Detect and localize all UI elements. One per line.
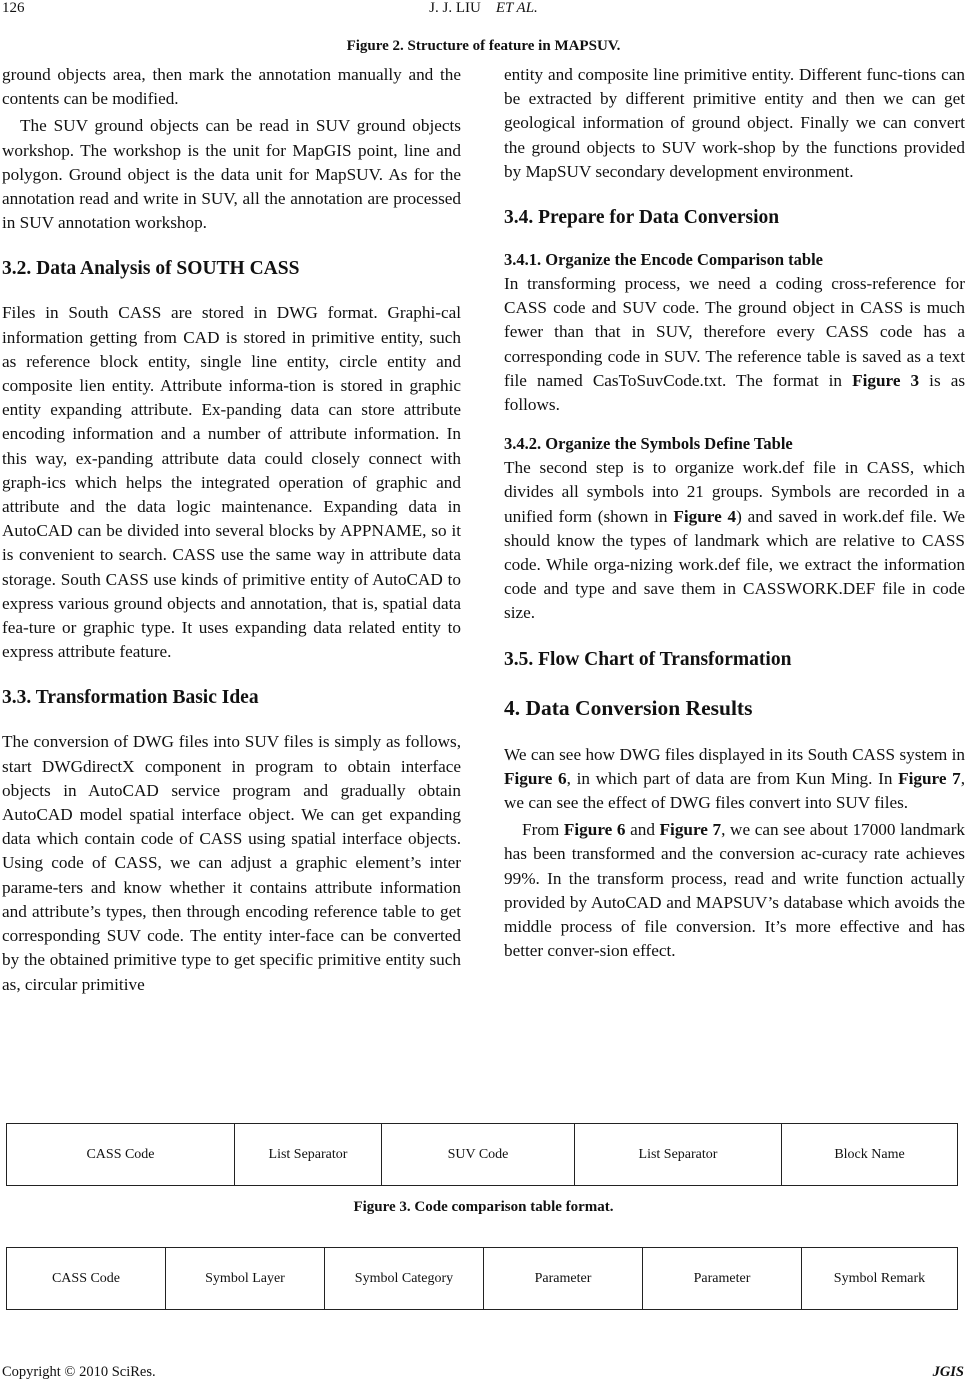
right-paragraph-4-text-a: We can see how DWG files displayed in its South CASS system in	[504, 744, 965, 764]
left-paragraph-3: Files in South CASS are stored in DWG format. Graphi-cal information getting from CAD is stored in primitive entity, such as reference block entity, single line entity, circle entity and composite lien entity. Attribute informa-tion is stored in graphic entity expanding attribute. Ex-panding data can store attribute encoding information and a number of attribute information. In this way, ex-panding attribute data could closely connect with graph-ics which helps the integrated operation of graphic and attribute and the data logic maintenance. Expanding data in AutoCAD can be divided into several blocks by APPNAME, so it is convenient to search. CASS use the same way in attribute data storage. South CASS use kinds of primitive entity of AutoCAD to express various ground objects and annotation, that is, spatial data fea-ture or graphic type. It uses expanding data related entity to express attribute feature.	[2, 303, 461, 662]
right-paragraph-2	[504, 272, 965, 417]
table-cell: Block Name	[782, 1124, 958, 1186]
figure-7-reference-2: Figure 7	[659, 820, 722, 840]
left-paragraph-1: ground objects area, then mark the annotation manually and the contents can be modified.	[2, 65, 461, 109]
code-comparison-table	[6, 1123, 958, 1186]
table-cell: List Separator	[235, 1124, 382, 1186]
subsection-heading-3-4-2: 3.4.2. Organize the Symbols Define Table	[504, 434, 793, 454]
right-paragraph-2-end: is as follows.	[504, 370, 966, 415]
right-paragraph-5-text-a: From	[522, 820, 564, 840]
figure-7-reference: Figure 7	[898, 768, 961, 788]
figure-6-reference: Figure 6	[504, 768, 567, 788]
table-row	[7, 1248, 958, 1310]
table-row	[7, 1124, 958, 1186]
table-cell: CASS Code	[7, 1248, 166, 1310]
figure-6-reference-2: Figure 6	[563, 820, 626, 840]
table-cell: CASS Code	[7, 1124, 235, 1186]
running-head-etal: ET AL.	[495, 0, 538, 16]
section-heading-3-4: 3.4. Prepare for Data Conversion	[504, 207, 780, 229]
table-cell: Symbol Category	[325, 1248, 484, 1310]
right-paragraph-1: entity and composite line primitive entity. Different func-tions can be extracted by different primitive entity and then we can get geological information of ground object. Finally we can convert the ground objects to SUV work-shop by the functions provided by MapSUV secondary development environment.	[504, 65, 965, 181]
footer-copyright: Copyright © 2010 SciRes.	[2, 1364, 156, 1380]
right-paragraph-3-text-b: ) and saved in work.def file. We should know the types of landmark which are relative to CASS code. While orga-nizing work.def file, we extract the information code and type and save them in CASSWORK.DEF file in code size.	[504, 506, 966, 623]
figure2-caption: Figure 2. Structure of feature in MAPSUV.	[346, 38, 621, 54]
subsection-heading-3-4-1: 3.4.1. Organize the Encode Comparison table	[504, 250, 823, 270]
page-number: 126	[2, 0, 25, 16]
running-head-authors: J. J. LIU	[429, 0, 481, 16]
figure-4-reference: Figure 4	[673, 506, 737, 526]
section-heading-3-3: 3.3. Transformation Basic Idea	[2, 687, 259, 709]
left-paragraph-4: The conversion of DWG files into SUV files is simply as follows, start DWGdirectX component in program to obtain interface objects in AutoCAD service program and gradually obtain AutoCAD model spatial interface object. We can get expanding data which contain code of CASS using spatial interface objects. Using code of CASS, we can adjust a graphic element’s inter parame-ters and know whether it contains attribute information and attribute’s types, then through encoding reference table to get corresponding SUV code. The entity inter-face can be converted by the obtained primitive type to get specific primitive entity such as, circular primitive	[2, 732, 461, 994]
left-paragraph-2: The SUV ground objects can be read in SUV ground objects workshop. The workshop is the unit for MapGIS point, line and polygon. Ground object is the data unit for MapSUV. As for the annotation read and write in SUV, all the annotation are processed in SUV annotation workshop.	[2, 116, 461, 233]
section-heading-3-5: 3.5. Flow Chart of Transformation	[504, 648, 792, 670]
left-column	[2, 63, 461, 997]
right-paragraph-5-text-c: , we can see about 17000 landmark has been transformed and the conversion ac-curacy rate achieves 99%. In the transform process, read and write function actually provided by AutoCAD and MAPSUV’s database which avoids the middle process of file conversion. It’s more effective and has better conver-sion effect.	[504, 820, 966, 961]
table-cell: Parameter	[484, 1248, 643, 1310]
table-cell: SUV Code	[382, 1124, 575, 1186]
footer-journal: JGIS	[932, 1364, 964, 1380]
right-column	[504, 63, 965, 963]
right-paragraph-3-text-a: The second step is to organize work.def file in CASS, which divides all symbols into 21 groups. Symbols are recorded in a unified form (shown in	[504, 458, 965, 526]
right-paragraph-3	[504, 456, 965, 625]
right-paragraph-4	[504, 743, 965, 816]
running-head	[0, 0, 967, 17]
right-paragraph-4-text-b: , in which part of data are from Kun Ming. In	[566, 768, 899, 788]
figure3-caption: Figure 3. Code comparison table format.	[353, 1199, 614, 1215]
right-paragraph-4-text-c: , we can see the effect of DWG files convert into SUV files.	[504, 768, 966, 813]
table-cell: Symbol Layer	[166, 1248, 325, 1310]
right-paragraph-5	[504, 818, 965, 963]
symbols-define-table	[6, 1247, 958, 1310]
table-cell: Symbol Remark	[802, 1248, 958, 1310]
table-cell: List Separator	[575, 1124, 782, 1186]
right-paragraph-2-text: In transforming process, we need a coding cross-reference for CASS code and SUV code. The ground object in CASS is much fewer than that in SUV, therefore every CASS code has a corresponding code in SUV. The reference table is saved as a text file named CasToSuvCode.txt. The format in	[504, 274, 965, 390]
section-heading-4: 4. Data Conversion Results	[504, 695, 753, 720]
table-cell: Parameter	[643, 1248, 802, 1310]
section-heading-3-2: 3.2. Data Analysis of SOUTH CASS	[2, 258, 300, 280]
figure-3-reference: Figure 3	[852, 370, 920, 390]
right-paragraph-5-text-b: and	[625, 820, 660, 840]
